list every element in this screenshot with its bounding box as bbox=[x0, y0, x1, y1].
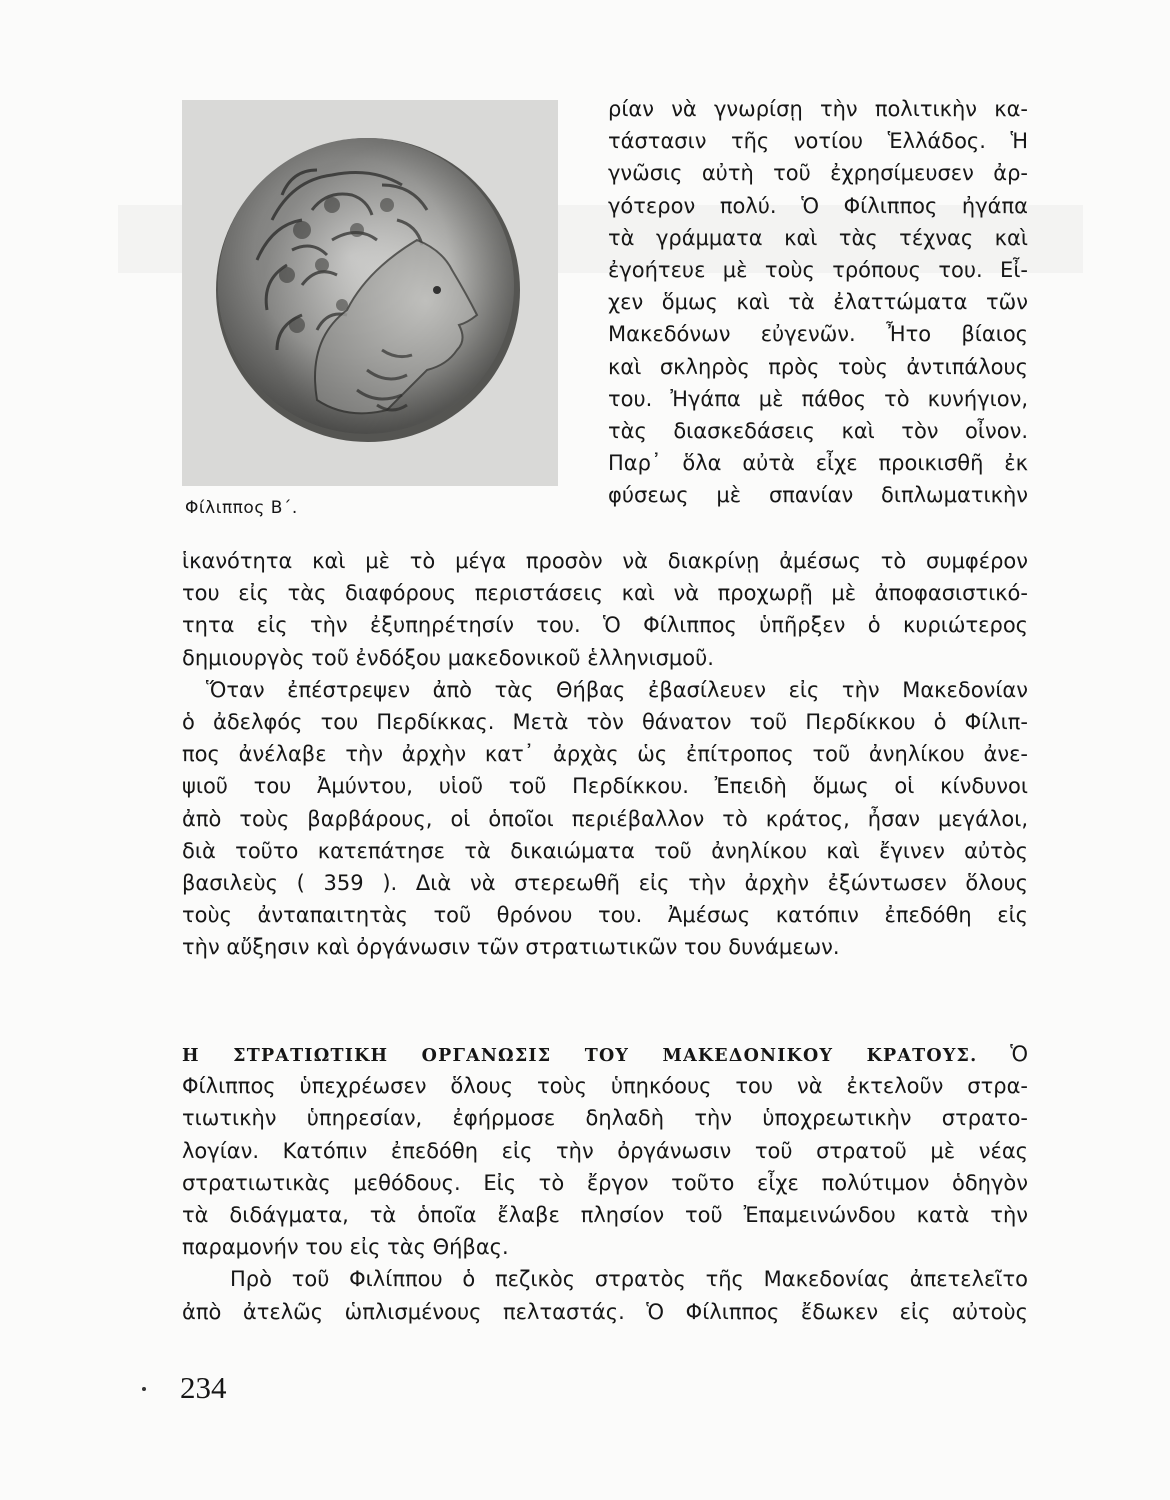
text-line: διὰ τοῦτο κατεπάτησε τὰ δικαιώματα τοῦ ἀνηλίκου καὶ ἔγινεν αὐτὸς bbox=[182, 838, 1028, 863]
page-dot bbox=[142, 1387, 146, 1391]
text-line: ὁ ἀδελφός του Περδίκκας. Μετὰ τὸν θάνατον τοῦ Περδίκκου ὁ Φίλιπ- bbox=[182, 709, 1028, 734]
text-line: γότερον πολύ. Ὁ Φίλιππος ἠγάπα bbox=[608, 193, 1028, 218]
text-line: χεν ὅμως καὶ τὰ ἐλαττώματα τῶν bbox=[608, 290, 1028, 315]
page-number: 234 bbox=[180, 1370, 227, 1405]
text-line: τὰ γράμματα καὶ τὰς τέχνας καὶ bbox=[608, 225, 1028, 250]
section-heading: Η ΣΤΡΑΤΙΩΤΙΚΗ ΟΡΓΑΝΩΣΙΣ ΤΟΥ ΜΑΚΕΔΟΝΙΚΟΥ ΚΡΑΤΟΥΣ. bbox=[182, 1046, 978, 1066]
text-line: Ὅταν ἐπέστρεψεν ἀπὸ τὰς Θήβας ἐβασίλευεν εἰς τὴν Μακεδονίαν bbox=[206, 677, 1028, 702]
text-line: τὴν αὔξησιν καὶ ὀργάνωσιν τῶν στρατιωτικῶν του δυνάμεων. bbox=[182, 935, 840, 960]
section-heading-line bbox=[182, 1038, 1028, 1070]
text-line: δημιουργὸς τοῦ ἐνδόξου μακεδονικοῦ ἑλληνισμοῦ. bbox=[182, 645, 714, 670]
text-line: τάστασιν τῆς νοτίου Ἑλλάδος. Ἡ bbox=[608, 129, 1028, 154]
text-line: Μακεδόνων εὐγενῶν. Ἦτο βίαιος bbox=[608, 322, 1028, 347]
text-line: ρίαν νὰ γνωρίσῃ τὴν πολιτικὴν κα- bbox=[608, 97, 1028, 121]
right-column-text bbox=[608, 93, 1028, 511]
main-text bbox=[182, 545, 1028, 963]
text-line: στρατιωτικὰς μεθόδους. Εἰς τὸ ἔργον τοῦτο εἶχε πολύτιμον ὁδηγὸν bbox=[182, 1170, 1028, 1195]
figure-caption: Φίλιππος Β΄. bbox=[185, 498, 298, 518]
coin-photograph bbox=[182, 100, 558, 486]
text-line: ἱκανότητα καὶ μὲ τὸ μέγα προσὸν νὰ διακρίνῃ ἀμέσως τὸ συμφέρον bbox=[182, 549, 1028, 573]
coin-image bbox=[182, 100, 558, 486]
text-line: φύσεως μὲ σπανίαν διπλωματικὴν bbox=[608, 483, 1028, 508]
text-line: τιωτικὴν ὑπηρεσίαν, ἐφήρμοσε δηλαδὴ τὴν ὑποχρεωτικὴν στρατο- bbox=[182, 1106, 1028, 1131]
text-line: του. Ἠγάπα μὲ πάθος τὸ κυνήγιον, bbox=[608, 386, 1028, 411]
text-line: Φίλιππος ὑπεχρέωσεν ὅλους τοὺς ὑπηκόους του νὰ ἐκτελοῦν στρα- bbox=[182, 1074, 1028, 1099]
text-line: παραμονήν του εἰς τὰς Θήβας. bbox=[182, 1235, 509, 1260]
text-line: τὰς διασκεδάσεις καὶ τὸν οἶνον. bbox=[608, 418, 1028, 443]
text-line: τητα εἰς τὴν ἐξυπηρέτησίν του. Ὁ Φίλιππος ὑπῆρξεν ὁ κυριώτερος bbox=[182, 613, 1028, 638]
text-line: λογίαν. Κατόπιν ἐπεδόθη εἰς τὴν ὀργάνωσιν τοῦ στρατοῦ μὲ νέας bbox=[182, 1138, 1028, 1163]
text-line: καὶ σκληρὸς πρὸς τοὺς ἀντιπάλους bbox=[608, 354, 1028, 379]
text-line: Παρ᾽ ὅλα αὐτὰ εἶχε προικισθῆ ἐκ bbox=[608, 451, 1028, 476]
text-line: ψιοῦ του Ἀμύντου, υἱοῦ τοῦ Περδίκκου. Ἐπειδὴ ὅμως οἱ κίνδυνοι bbox=[182, 774, 1028, 799]
text-line: γνῶσις αὐτὴ τοῦ ἐχρησίμευσεν ἀρ- bbox=[608, 161, 1028, 186]
text-line: του εἰς τὰς διαφόρους περιστάσεις καὶ νὰ προχωρῇ μὲ ἀποφασιστικό- bbox=[182, 581, 1028, 606]
text-line: βασιλεὺς ( 359 ). Διὰ νὰ στερεωθῆ εἰς τὴν ἀρχὴν ἐξώντωσεν ὅλους bbox=[182, 870, 1028, 895]
text-line: ἀπὸ τοὺς βαρβάρους, οἱ ὁποῖοι περιέβαλλον τὸ κράτος, ἦσαν μεγάλοι, bbox=[182, 806, 1028, 831]
section-heading-tail: Ὁ bbox=[1010, 1042, 1028, 1066]
text-line: τοὺς ἀνταπαιτητὰς τοῦ θρόνου του. Ἀμέσως κατόπιν ἐπεδόθη εἰς bbox=[182, 903, 1028, 928]
text-line: Πρὸ τοῦ Φιλίππου ὁ πεζικὸς στρατὸς τῆς Μακεδονίας ἀπετελεῖτο bbox=[230, 1267, 1028, 1292]
text-line: πος ἀνέλαβε τὴν ἀρχὴν κατ᾽ ἀρχὰς ὡς ἐπίτροπος τοῦ ἀνηλίκου ἀνε- bbox=[182, 742, 1028, 767]
text-line: τὰ διδάγματα, τὰ ὁποῖα ἔλαβε πλησίον τοῦ Ἐπαμεινώνδου κατὰ τὴν bbox=[182, 1202, 1028, 1227]
section-military-organization bbox=[182, 1038, 1028, 1328]
text-line: ἀπὸ ἀτελῶς ὡπλισμένους πελταστάς. Ὁ Φίλιππος ἔδωκεν εἰς αὐτοὺς bbox=[182, 1299, 1028, 1324]
text-line: ἐγοήτευε μὲ τοὺς τρόπους του. Εἶ- bbox=[608, 257, 1028, 282]
